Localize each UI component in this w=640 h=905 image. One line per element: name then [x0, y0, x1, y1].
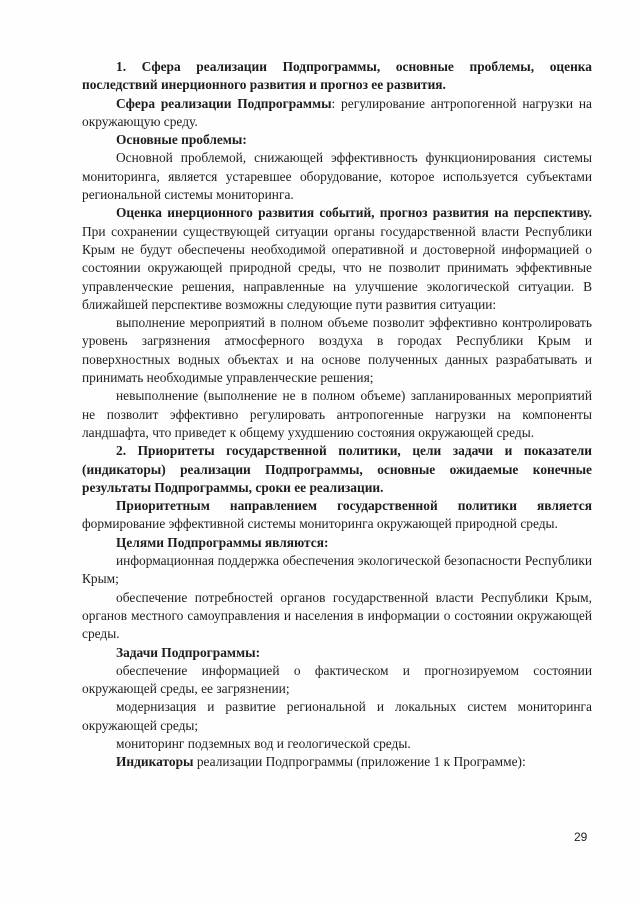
- goals-label: Целями Подпрограммы являются:: [116, 534, 329, 550]
- section-2-heading: 2. Приоритеты государственной политики, цели задачи и показатели (индикаторы) реализации Подпрограммы, основные ожидаемые конечные результаты Подпрограммы, сроки ее реализации.: [82, 443, 592, 495]
- indicators-text: реализации Подпрограммы (приложение 1 к Программе):: [193, 754, 526, 770]
- scope-paragraph: [82, 95, 592, 132]
- priority-label: Приоритетным направлением государственной политики является: [116, 498, 592, 514]
- scope-label: Сфера реализации Подпрограммы: [116, 95, 332, 111]
- task-item-3: мониторинг подземных вод и геологической среды.: [116, 735, 411, 751]
- assessment-paragraph: [82, 204, 592, 314]
- problems-paragraph: Основной проблемой, снижающей эффективность функционирования системы мониторинга, является устаревшее оборудование, которое используется субъектами региональной системы мониторинга.: [82, 150, 592, 203]
- development-path-1: выполнение мероприятий в полном объеме позволит эффективно контролировать уровень загрязнения атмосферного воздуха в городах Республики Крым и поверхностных водных объектах и на основе полученных данных разрабатывать и принимать необходимые управленческие решения;: [82, 315, 592, 386]
- document-body: [82, 58, 592, 772]
- priority-paragraph: [82, 497, 592, 534]
- section-1-heading: 1. Сфера реализации Подпрограммы, основные проблемы, оценка последствий инерционного развития и прогноз ее развития.: [82, 59, 592, 93]
- task-item-2: модернизация и развитие региональной и локальных систем мониторинга окружающей среды;: [82, 699, 592, 733]
- indicators-paragraph: [82, 753, 592, 771]
- development-path-2: невыполнение (выполнение не в полном объеме) запланированных мероприятий не позволит эффективно регулировать антропогенные нагрузки на компоненты ландшафта, что приведет к общему ухудшению состояния окружающей среды.: [82, 388, 592, 440]
- priority-text: формирование эффективной системы мониторинга окружающей природной среды.: [82, 516, 558, 532]
- problems-label: Основные проблемы:: [116, 132, 247, 148]
- assessment-text: При сохранении существующей ситуации органы государственной власти Республики Крым не будут обеспечены необходимой оперативной и достоверной информацией о состоянии окружающей природной среды, что не позволит принимать эффективные управленческие решения, направленные на улучшение экологической ситуации. В ближайшей перспективе возможны следующие пути развития ситуации:: [82, 223, 592, 312]
- tasks-label: Задачи Подпрограммы:: [116, 644, 261, 660]
- goal-item-1: информационная поддержка обеспечения экологической безопасности Республики Крым;: [82, 553, 592, 587]
- goal-item-2: обеспечение потребностей органов государственной власти Республики Крым, органов местного самоуправления и населения в информации о состоянии окружающей среды.: [82, 589, 592, 642]
- scope-text: : регулирование антропогенной нагрузки на окружающую среду.: [82, 95, 592, 129]
- assessment-label: Оценка инерционного развития событий, прогноз развития на перспективу.: [116, 205, 592, 221]
- page-number: 29: [574, 830, 588, 844]
- task-item-1: обеспечение информацией о фактическом и прогнозируемом состоянии окружающей среды, ее загрязнении;: [82, 662, 592, 697]
- indicators-label: Индикаторы: [116, 754, 194, 770]
